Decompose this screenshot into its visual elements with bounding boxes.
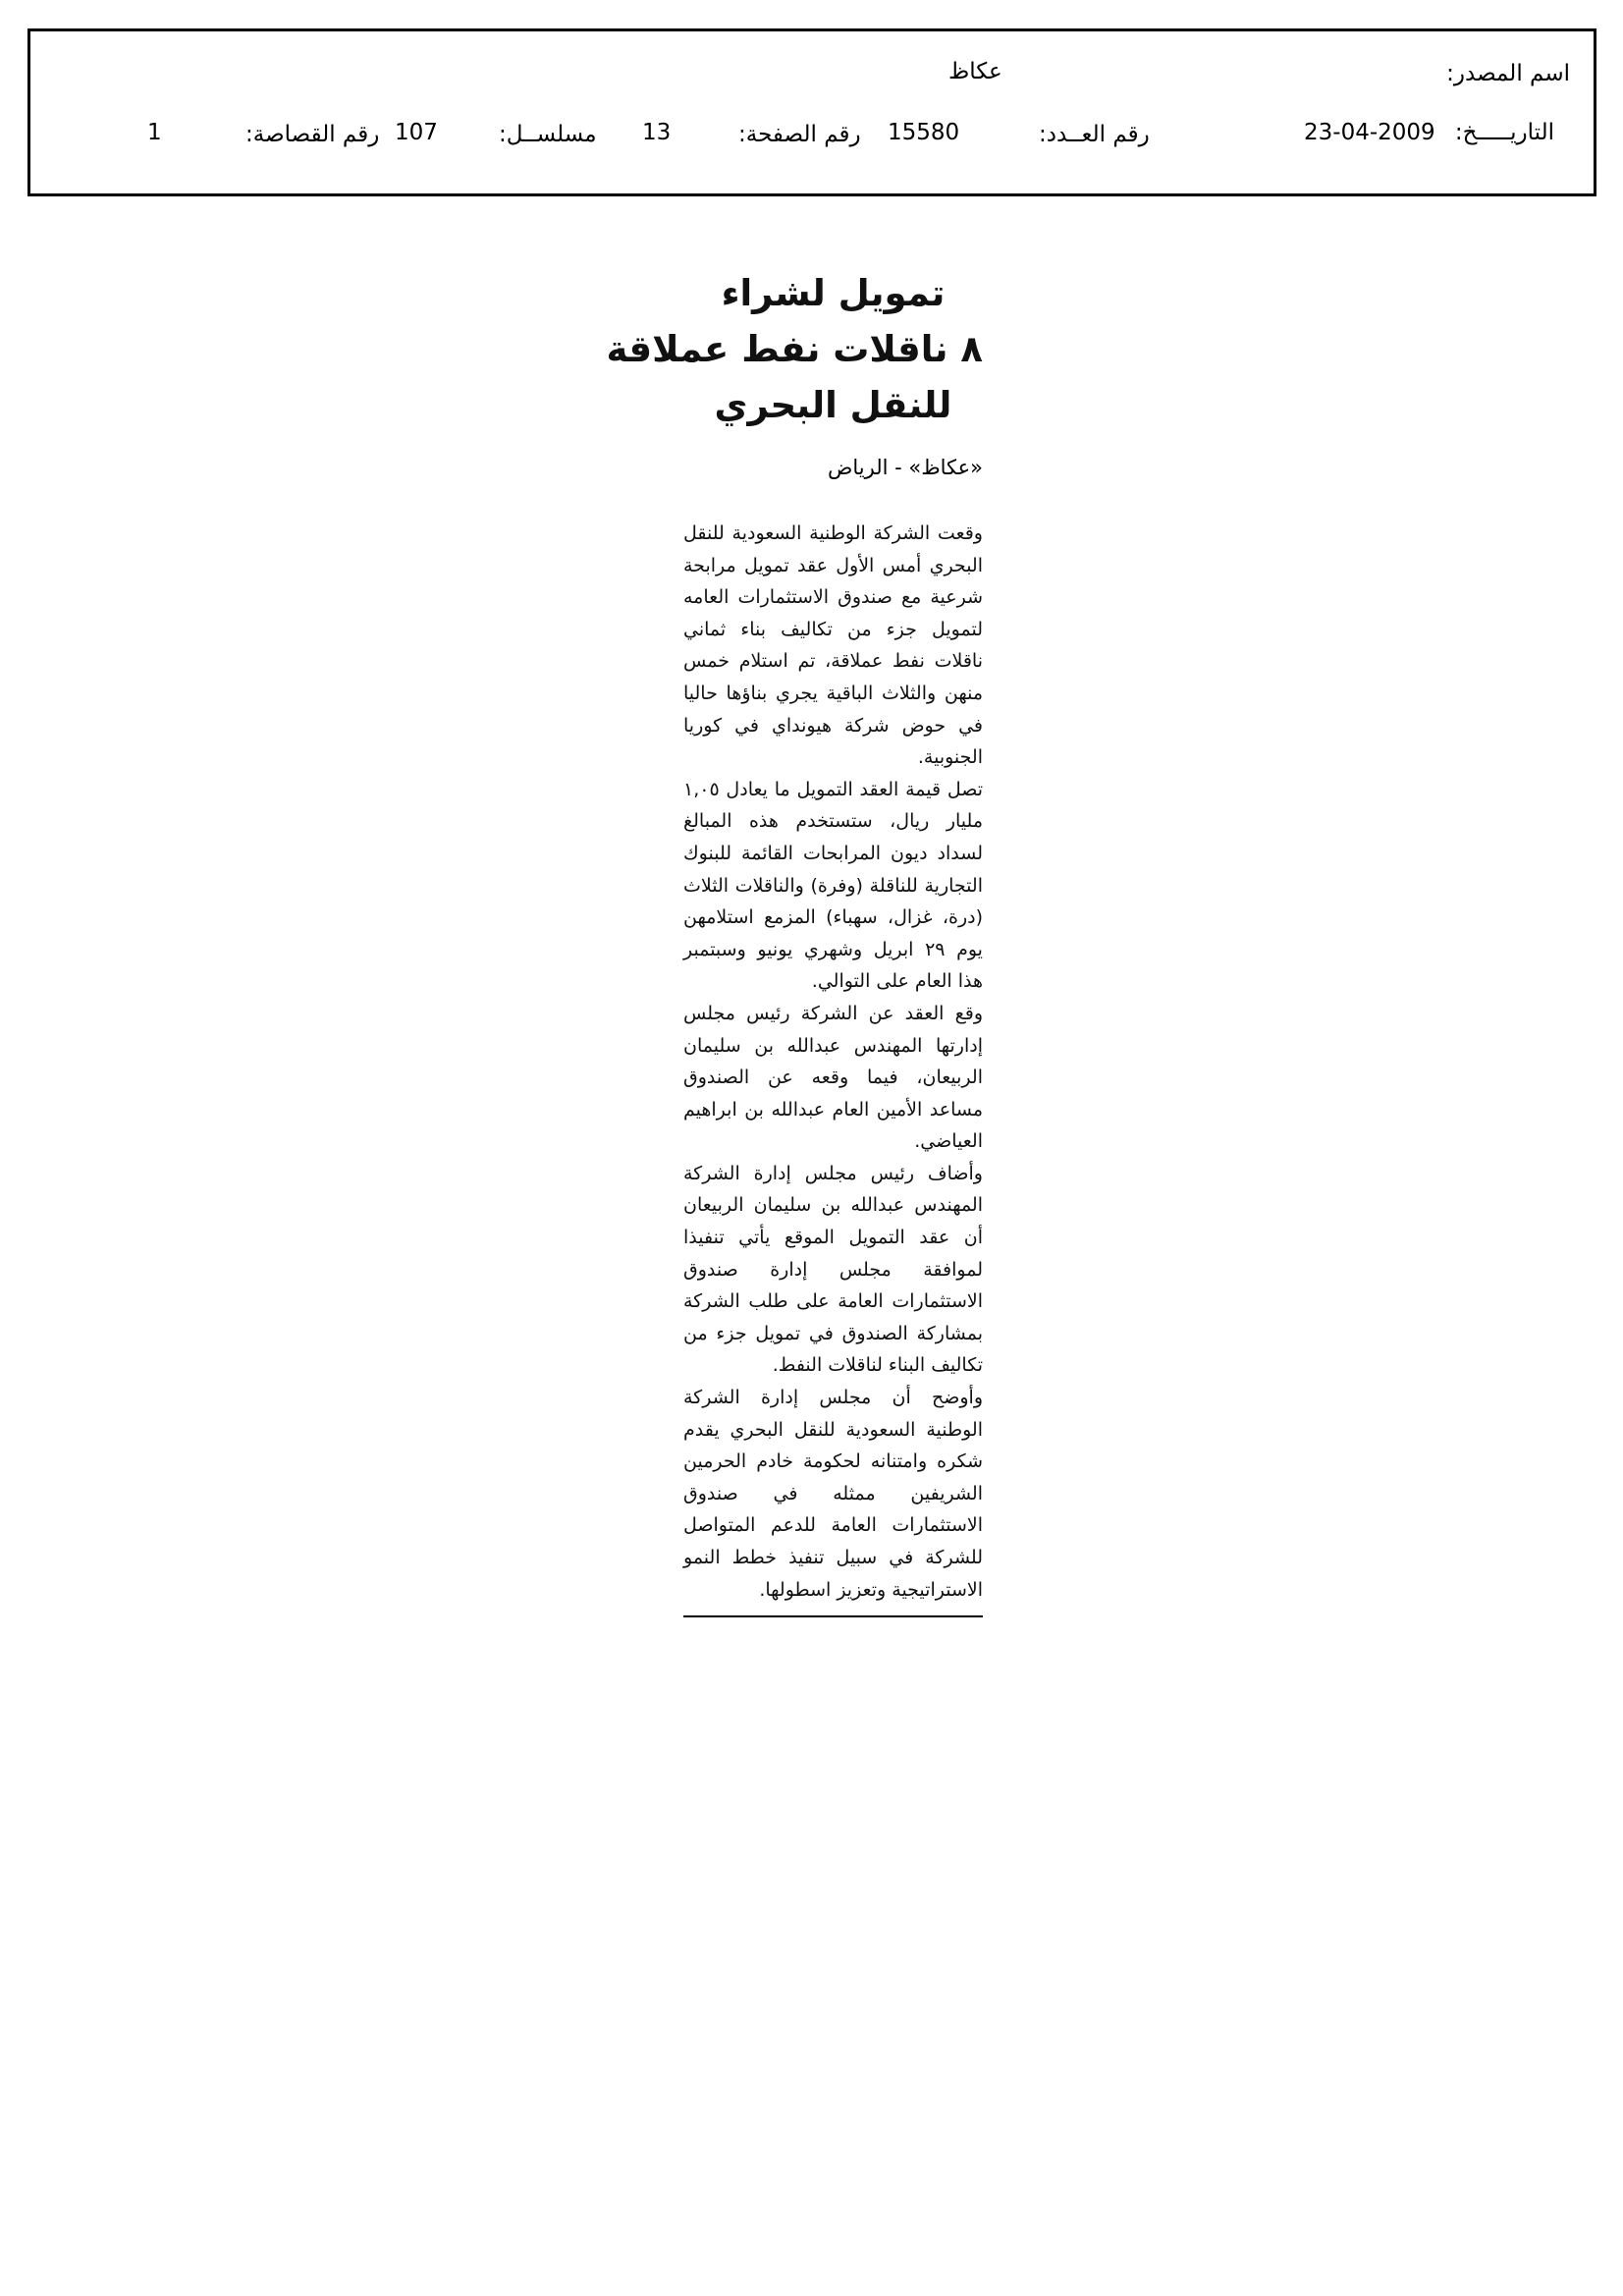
article-paragraph: وقعت الشركة الوطنية السعودية للنقل البحري أمس الأول عقد تمويل مرابحة شرعية مع صندوق الاستثمارات العامه لتمويل جزء من تكاليف بناء ثماني ناقلات نفط عملاقة، تم استلام خمس منهن والثلاث الباقية يجري بناؤها حاليا في حوض شركة هيونداي في كوريا الجنوبية. xyxy=(683,522,983,769)
page-value: 13 xyxy=(642,120,672,145)
serial-value: 107 xyxy=(395,120,438,145)
article-paragraph: وأضاف رئيس مجلس إدارة الشركة المهندس عبدالله بن سليمان الربيعان أن عقد التمويل الموقع يأتي تنفيذا لموافقة مجلس إدارة صندوق الاستثمارات العامة على طلب الشركة بمشاركة الصندوق في تمويل جزء من تكاليف البناء لناقلات النفط. xyxy=(683,1162,983,1377)
date-value: 23-04-2009 xyxy=(1304,120,1435,145)
article xyxy=(606,265,983,1617)
article-headline xyxy=(606,265,983,433)
clipping-header xyxy=(27,28,1596,196)
article-byline: «عكاظ» - الرياض xyxy=(827,456,983,479)
article-paragraph: وقع العقد عن الشركة رئيس مجلس إدارتها المهندس عبدالله بن سليمان الربيعان، فيما وقعه عن الصندوق مساعد الأمين العام عبدالله بن ابراهيم العياضي. xyxy=(683,1002,983,1153)
headline-line-2: ٨ ناقلات نفط عملاقة xyxy=(606,328,983,370)
page-label: رقم الصفحة: xyxy=(738,122,861,147)
issue-value: 15580 xyxy=(888,120,960,145)
source-label: اسم المصدر: xyxy=(1446,61,1570,86)
issue-label: رقم العــدد: xyxy=(1039,122,1150,147)
date-label: التاريـــــخ: xyxy=(1454,120,1554,145)
clip-label: رقم القصاصة: xyxy=(245,122,380,147)
clip-value: 1 xyxy=(147,120,162,145)
article-paragraph: تصل قيمة العقد التمويل ما يعادل ١,٠٥ مليار ريال، ستستخدم هذه المبالغ لسداد ديون المرابحات القائمة للبنوك التجارية للناقلة (وفرة) والناقلات الثلاث (درة، غزال، سهباء) المزمع استلامهن يوم ٢٩ ابريل وشهري يونيو وسبتمبر هذا العام على التوالي. xyxy=(683,778,983,993)
serial-label: مسلســل: xyxy=(499,122,597,147)
source-value: عكاظ xyxy=(948,59,1002,84)
headline-line-1: تمويل لشراء xyxy=(721,272,946,314)
article-paragraph: وأوضح أن مجلس إدارة الشركة الوطنية السعودية للنقل البحري يقدم شكره وامتنانه لحكومة خادم الحرمين الشريفين ممثله في صندوق الاستثمارات العامة للدعم المتواصل للشركة في سبيل تنفيذ خطط النمو الاستراتيجية وتعزيز اسطولها. xyxy=(683,1387,983,1601)
article-body xyxy=(683,518,983,1606)
headline-line-3: للنقل البحري xyxy=(714,384,952,426)
article-end-rule xyxy=(683,1615,983,1617)
